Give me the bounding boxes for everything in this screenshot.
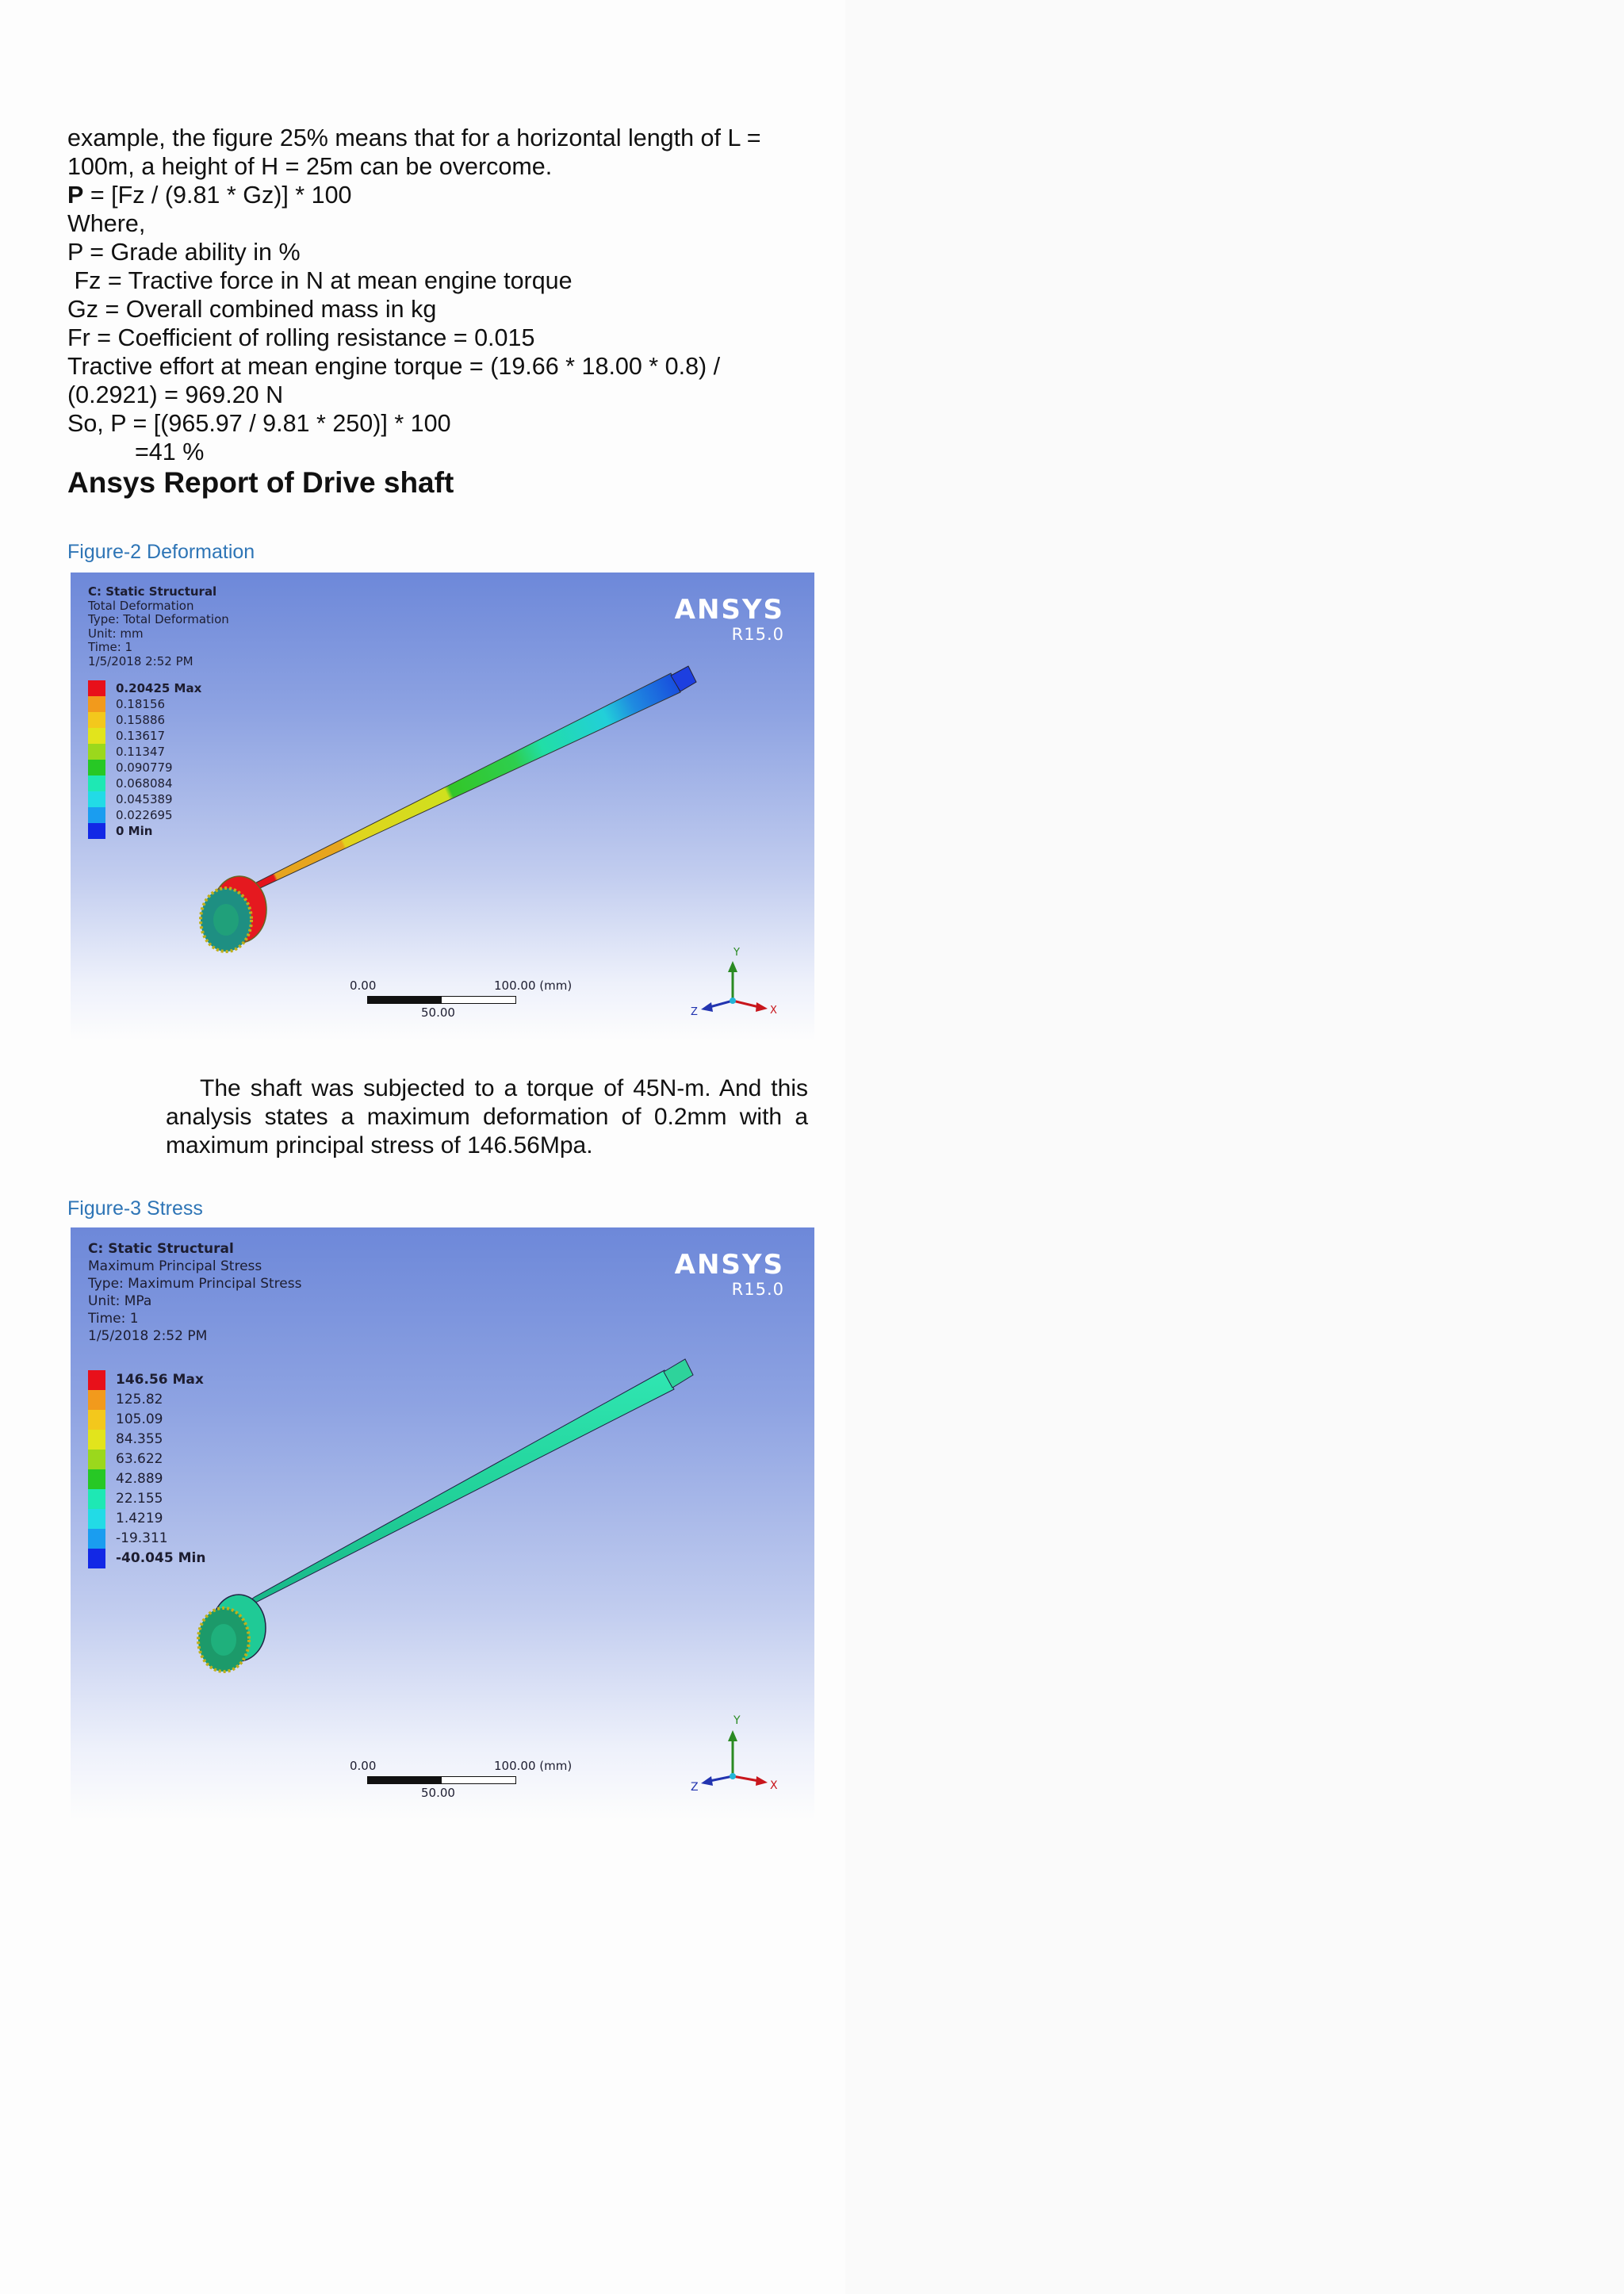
scale-bar-fill: [368, 1777, 442, 1783]
scale-end: 100.00 (mm): [494, 978, 573, 993]
legend-value: 0.045389: [116, 792, 173, 806]
axis-label-z: Z: [691, 1781, 699, 1794]
result-line: =41 %: [135, 439, 205, 465]
legend-value: 1.4219: [116, 1511, 163, 1526]
definition-line: So, P = [(965.97 / 9.81 * 250)] * 100: [67, 410, 451, 437]
scale-mid: 50.00: [421, 1786, 455, 1800]
paragraph-line: maximum principal stress of 146.56Mpa.: [166, 1132, 593, 1158]
intro-line: 100m, a height of H = 25m can be overcome.: [67, 153, 553, 180]
legend-value: 0.090779: [116, 760, 173, 775]
scale-bar-graphic: [367, 996, 516, 1004]
analysis-paragraph: [166, 1074, 808, 1160]
definition-line: Fr = Coefficient of rolling resistance = 0.015: [67, 324, 535, 351]
ansys-version: R15.0: [731, 625, 784, 644]
section-heading: Ansys Report of Drive shaft: [67, 466, 454, 499]
axis-label-y: Y: [733, 1714, 741, 1727]
scale-bar-fill: [368, 997, 442, 1003]
ansys-version: R15.0: [731, 1280, 784, 1299]
figure3-stress-plot: [71, 1227, 814, 1821]
intro-line: example, the figure 25% means that for a horizontal length of L =: [67, 124, 761, 151]
legend-value: 0.20425 Max: [116, 681, 202, 695]
scale-end: 100.00 (mm): [494, 1759, 573, 1773]
info-line: Maximum Principal Stress: [88, 1258, 262, 1274]
ansys-brand: ANSYS: [674, 594, 784, 626]
legend-value: 84.355: [116, 1431, 163, 1447]
info-line: Unit: mm: [88, 626, 144, 641]
scale-start: 0.00: [350, 978, 377, 993]
legend-value: 0.15886: [116, 713, 166, 727]
figure2-caption: Figure-2 Deformation: [67, 541, 255, 563]
legend-value: 0.13617: [116, 729, 166, 743]
paragraph-line: analysis states a maximum deformation of 0.2mm with a: [166, 1104, 808, 1130]
info-line: Time: 1: [88, 640, 133, 654]
figure2-deformation-plot: [71, 573, 814, 1040]
info-title: C: Static Structural: [88, 584, 217, 599]
paragraph-line: The shaft was subjected to a torque of 45N-m. And this: [200, 1075, 808, 1101]
where-label: Where,: [67, 210, 146, 237]
scale-start: 0.00: [350, 1759, 377, 1773]
formula-expression: = [Fz / (9.81 * Gz)] * 100: [83, 182, 352, 209]
info-line: Type: Maximum Principal Stress: [88, 1276, 302, 1292]
definition-line: Fz = Tractive force in N at mean engine torque: [67, 267, 573, 294]
info-line: Type: Total Deformation: [88, 612, 229, 626]
figure2-axis-triad: [689, 945, 776, 1032]
axis-label-y: Y: [733, 947, 740, 959]
definition-line: (0.2921) = 969.20 N: [67, 381, 284, 408]
legend-value: 22.155: [116, 1491, 163, 1507]
info-line: 1/5/2018 2:52 PM: [88, 653, 193, 668]
legend-value: 0 Min: [116, 824, 153, 838]
ansys-brand: ANSYS: [674, 1249, 784, 1281]
info-title: C: Static Structural: [88, 1241, 234, 1257]
definition-line: P = Grade ability in %: [67, 239, 301, 266]
page-margin-shade: [845, 0, 1624, 2294]
legend-value: 63.622: [116, 1451, 163, 1467]
legend-value: 146.56 Max: [116, 1372, 204, 1388]
legend-value: 42.889: [116, 1471, 163, 1487]
legend-value: 0.068084: [116, 776, 173, 791]
axis-label-x: X: [770, 1005, 777, 1017]
legend-value: 0.11347: [116, 745, 166, 759]
grade-formula: [67, 181, 860, 209]
definition-line: Gz = Overall combined mass in kg: [67, 296, 437, 323]
scale-mid: 50.00: [421, 1005, 455, 1020]
info-line: Unit: MPa: [88, 1293, 152, 1309]
definition-line: Tractive effort at mean engine torque = (19.66 * 18.00 * 0.8) /: [67, 353, 721, 380]
axis-label-z: Z: [691, 1006, 698, 1018]
formula-symbol: P: [67, 182, 84, 209]
scale-bar-graphic: [367, 1776, 516, 1784]
legend-value: 105.09: [116, 1411, 163, 1427]
axis-label-x: X: [770, 1779, 778, 1792]
info-line: 1/5/2018 2:52 PM: [88, 1328, 208, 1344]
figure3-axis-triad: [689, 1713, 776, 1808]
legend-value: -40.045 Min: [116, 1550, 206, 1566]
legend-value: 0.022695: [116, 808, 173, 822]
intro-text: [67, 124, 860, 466]
info-line: Total Deformation: [88, 598, 194, 613]
info-line: Time: 1: [88, 1311, 139, 1327]
figure3-caption: Figure-3 Stress: [67, 1197, 203, 1220]
legend-value: -19.311: [116, 1530, 168, 1546]
legend-value: 125.82: [116, 1392, 163, 1407]
legend-value: 0.18156: [116, 697, 166, 711]
